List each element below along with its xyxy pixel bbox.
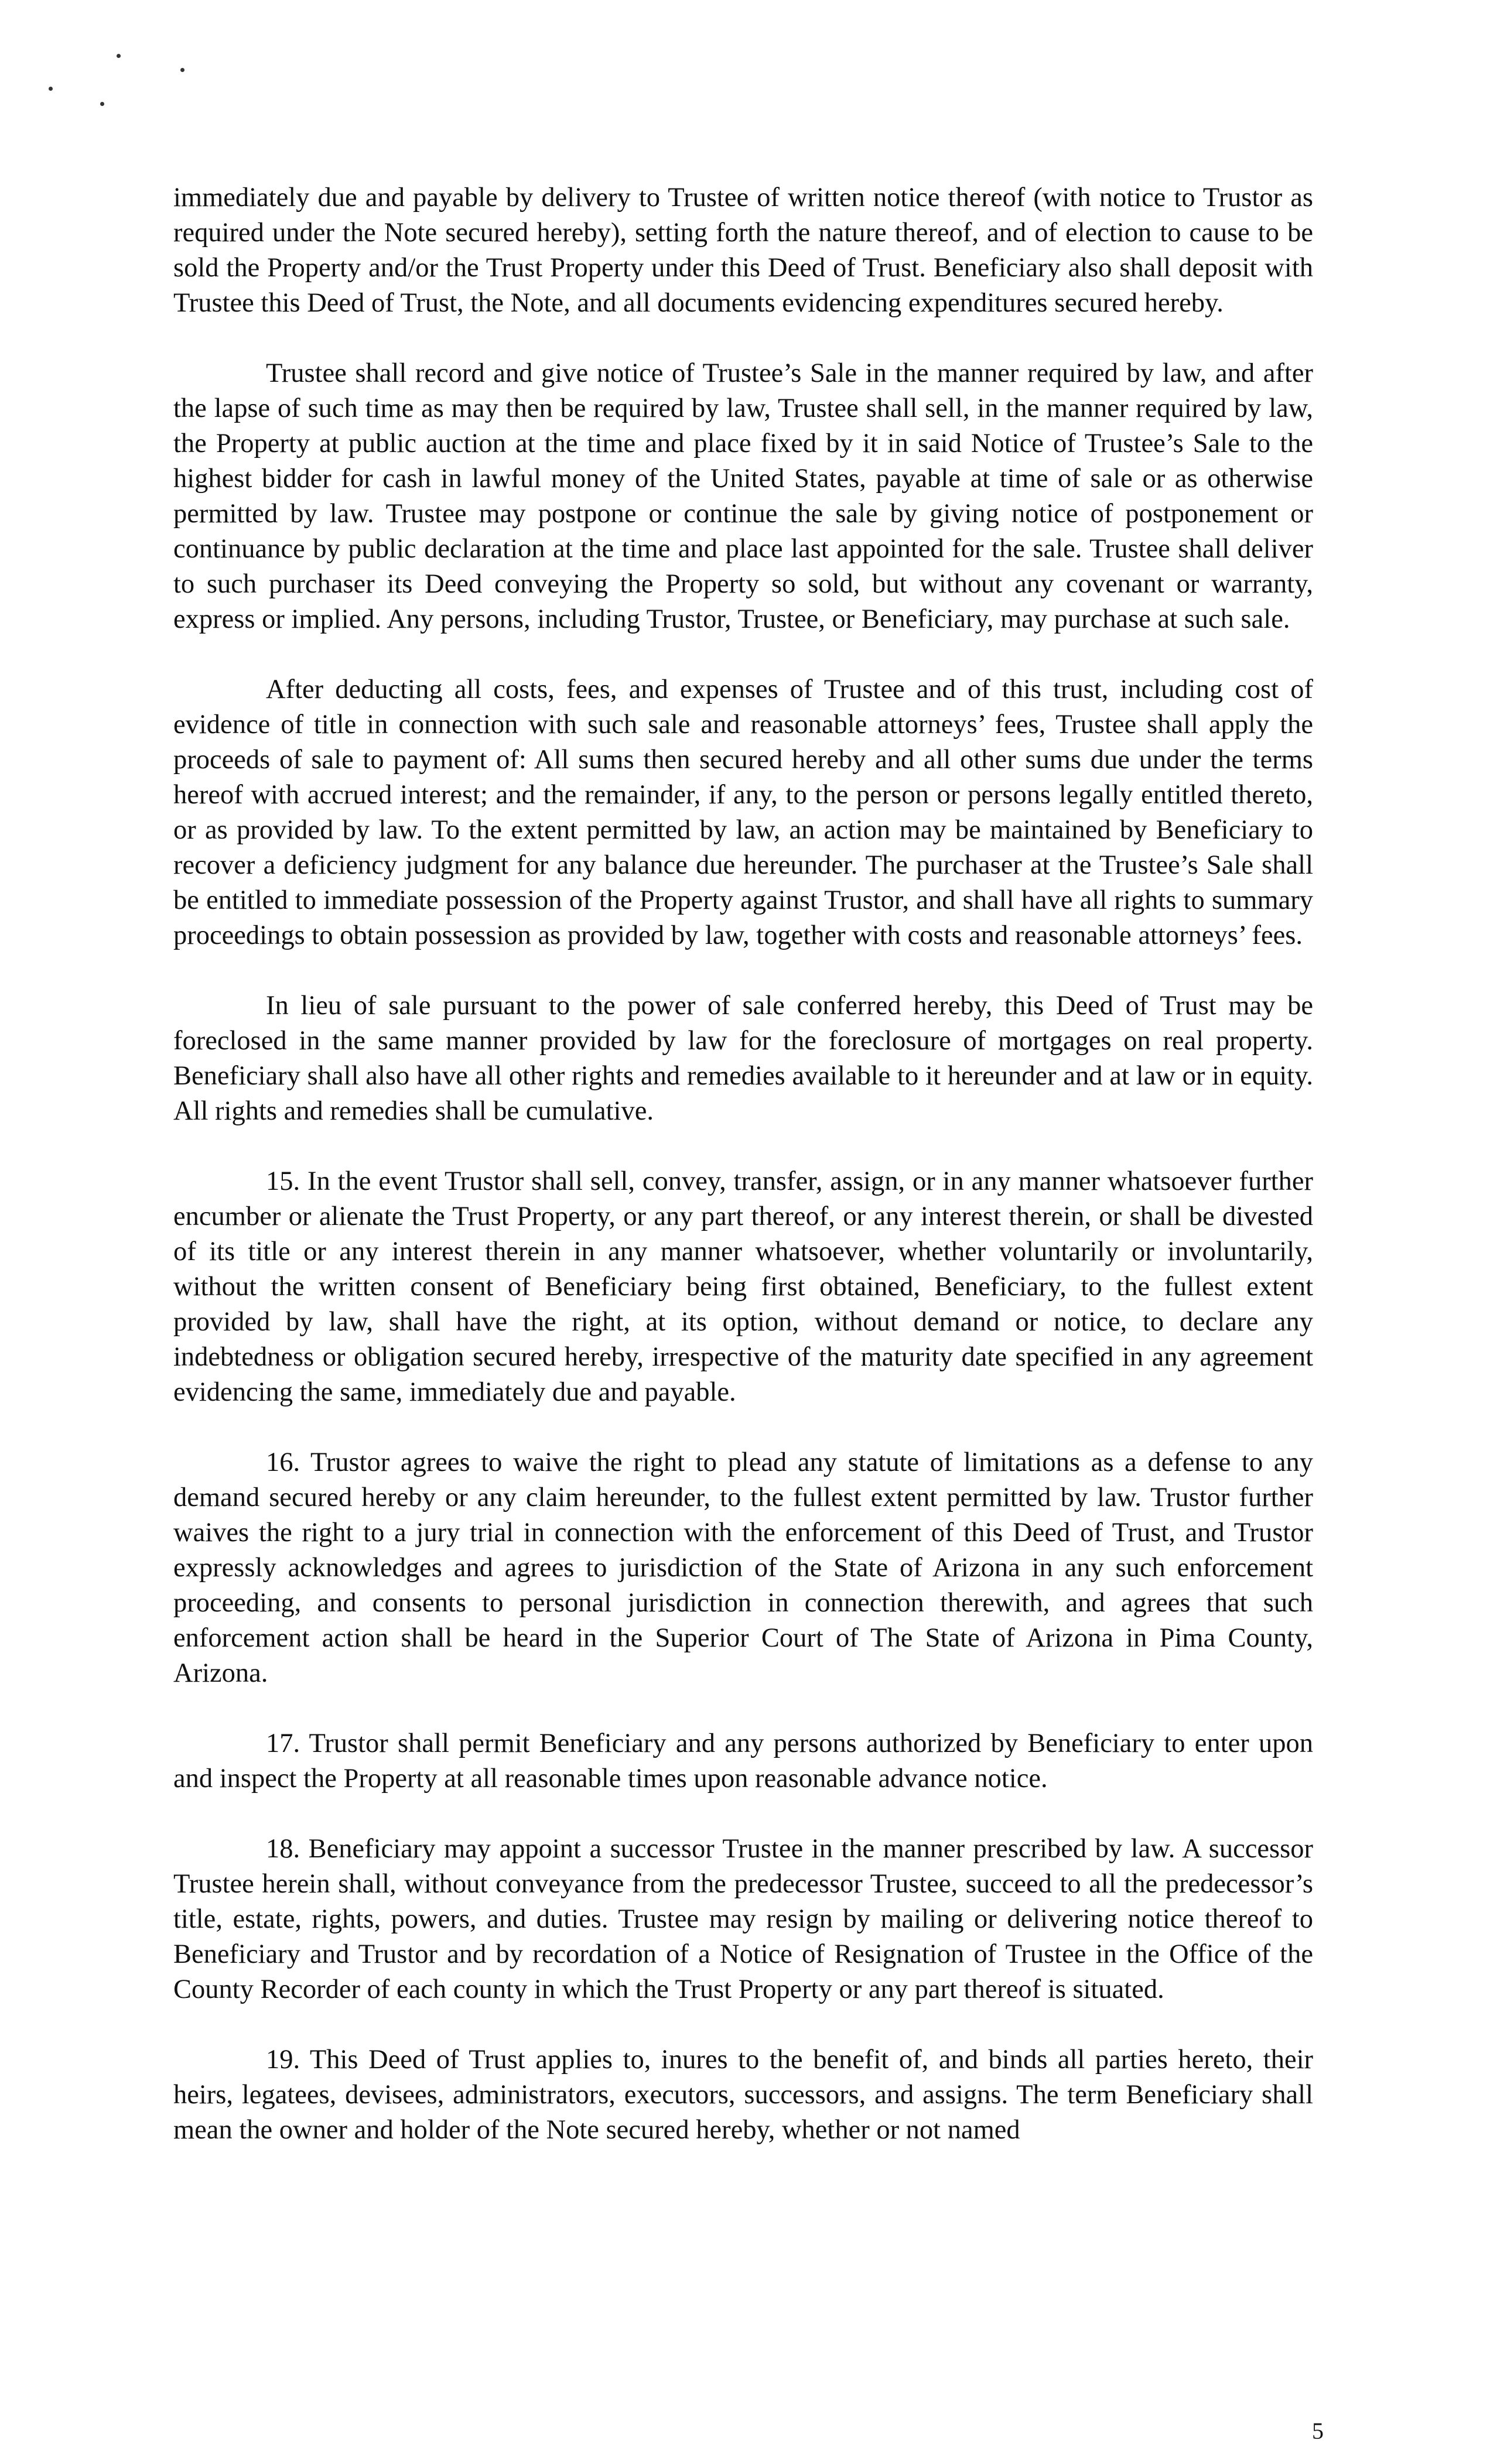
paragraph-foreclosure: In lieu of sale pursuant to the power of sale conferred hereby, this Deed of Trust may be foreclosed in the same manner provided by law for the foreclosure of mortgages on real property. Beneficiary shall also have all other rights and remedies available to it hereunder and at law or in equity. All rights and remedies shall be cumulative. (173, 991, 1313, 1126)
page-number: 5 (1312, 2418, 1324, 2444)
paragraph-default-notice-continued: immediately due and payable by delivery to Trustee of written notice thereof (with notice to Trustor as required under the Note secured hereby), setting forth the nature thereof, and of election to cause to be sold the Property and/or the Trust Property under this Deed of Trust. Beneficiary also shall deposit with Trustee this Deed of Trust, the Note, and all documents evidencing expenditures secured hereby. (173, 183, 1313, 318)
paragraph-section-18: 18. Beneficiary may appoint a successor Trustee in the manner prescribed by law. A successor Trustee herein shall, without conveyance from the predecessor Trustee, succeed to all the predecessor’s title, estate, rights, powers, and duties. Trustee may resign by mailing or delivering notice thereof to Beneficiary and Trustor and by recordation of a Notice of Resignation of Trustee in the Office of the County Recorder of each county in which the Trust Property or any part thereof is situated. (173, 1834, 1313, 2004)
scan-speck (117, 54, 121, 58)
paragraph-sale-proceeds: After deducting all costs, fees, and expenses of Trustee and of this trust, including cost of evidence of title in connection with such sale and reasonable attorneys’ fees, Trustee shall apply the proceeds of sale to payment of: All sums then secured hereby and all other sums due under the terms hereof with accrued interest; and the remainder, if any, to the person or persons legally entitled thereto, or as provided by law. To the extent permitted by law, an action may be maintained by Beneficiary to recover a deficiency judgment for any balance due hereunder. The purchaser at the Trustee’s Sale shall be entitled to immediate possession of the Property against Trustor, and shall have all rights to summary proceedings to obtain possession as provided by law, together with costs and reasonable attorneys’ fees. (173, 675, 1313, 950)
paragraph-section-16: 16. Trustor agrees to waive the right to plead any statute of limitations as a defense to any demand secured hereby or any claim hereunder, to the fullest extent permitted by law. Trustor further waives the right to a jury trial in connection with the enforcement of this Deed of Trust, and Trustor expressly acknowledges and agrees to jurisdiction of the State of Arizona in any such enforcement proceeding, and consents to personal jurisdiction in connection therewith, and agrees that such enforcement action shall be heard in the Superior Court of The State of Arizona in Pima County, Arizona. (173, 1447, 1313, 1688)
paragraph-trustee-sale: Trustee shall record and give notice of Trustee’s Sale in the manner required by law, and after the lapse of such time as may then be required by law, Trustee shall sell, in the manner required by law, the Property at public auction at the time and place fixed by it in said Notice of Trustee’s Sale to the highest bidder for cash in lawful money of the United States, payable at time of sale or as otherwise permitted by law. Trustee may postpone or continue the sale by giving notice of postponement or continuance by public declaration at the time and place last appointed for the sale. Trustee shall deliver to such purchaser its Deed conveying the Property so sold, but without any covenant or warranty, express or implied. Any persons, including Trustor, Trustee, or Beneficiary, may purchase at such sale. (173, 358, 1313, 634)
paragraph-section-19: 19. This Deed of Trust applies to, inures to the benefit of, and binds all parties hereto, their heirs, legatees, devisees, administrators, executors, successors, and assigns. The term Beneficiary shall mean the owner and holder of the Note secured hereby, whether or not named (173, 2045, 1313, 2145)
document-body (173, 180, 1313, 2148)
paragraph-section-17: 17. Trustor shall permit Beneficiary and any persons authorized by Beneficiary to enter upon and inspect the Property at all reasonable times upon reasonable advance notice. (173, 1729, 1313, 1794)
paragraph-section-15: 15. In the event Trustor shall sell, convey, transfer, assign, or in any manner whatsoever further encumber or alienate the Trust Property, or any part thereof, or any interest therein, or shall be divested of its title or any interest therein in any manner whatsoever, whether voluntarily or involuntarily, without the written consent of Beneficiary being first obtained, Beneficiary, to the fullest extent provided by law, shall have the right, at its option, without demand or notice, to declare any indebtedness or obligation secured hereby, irrespective of the maturity date specified in any agreement evidencing the same, immediately due and payable. (173, 1166, 1313, 1407)
scan-speck (180, 68, 184, 72)
scan-speck (49, 87, 53, 91)
scan-speck (100, 102, 104, 106)
